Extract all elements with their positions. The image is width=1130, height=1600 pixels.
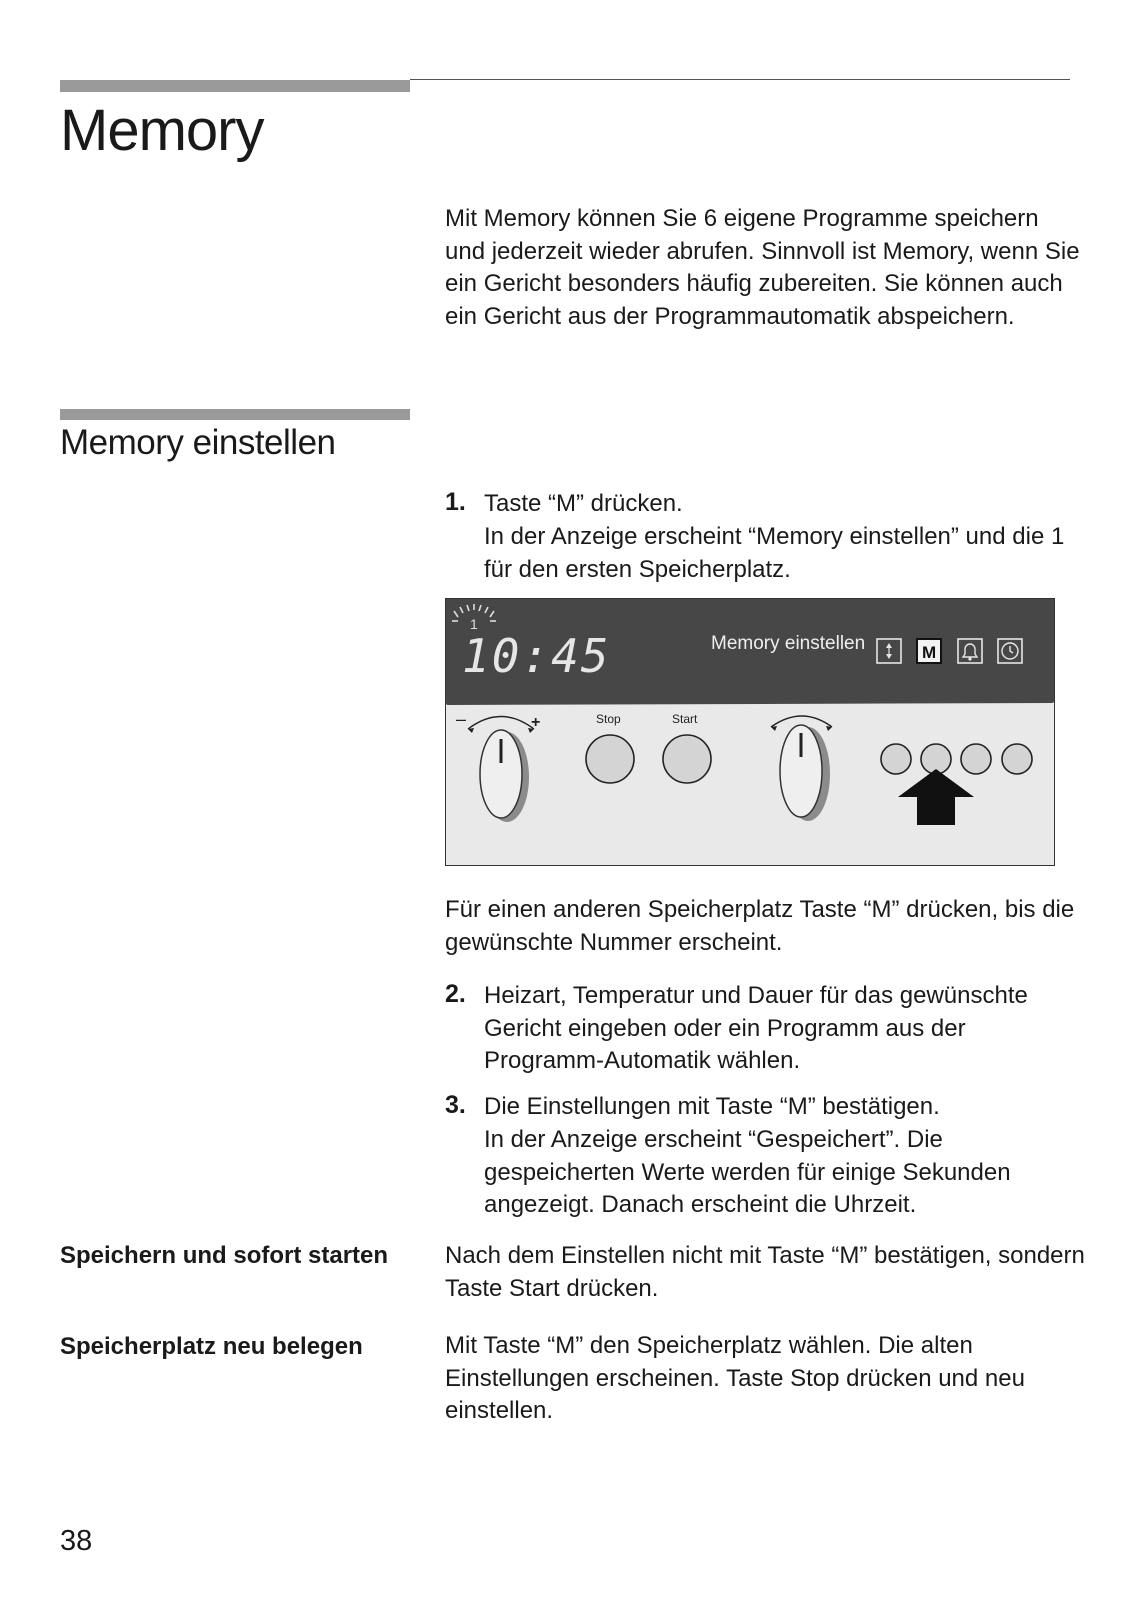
subsection-text-reassign: Mit Taste “M” den Speicherplatz wählen. Die alten Einstellungen erscheinen. Taste Stop drücken und neu einstellen. [445,1332,1025,1424]
step-3-detail: In der Anzeige erscheint “Gespeichert”. Die gespeicherten Werte werden für einige Sekunden angezeigt. Danach erscheint die Uhrzeit. [484,1126,1011,1218]
subsection-heading-start: Speichern und sofort starten [60,1242,389,1269]
step-3-main: Die Einstellungen mit Taste “M” bestätigen. [484,1093,940,1120]
title-rule-thin [410,79,1070,80]
memory-slot-number: 1 [470,616,478,632]
memory-m-icon [917,639,941,663]
panel-button-3 [961,744,991,774]
step-1-detail: In der Anzeige erscheint “Memory einstellen” und die 1 für den ersten Speicherplatz. [484,523,1065,583]
knob-plus-label: + [531,714,541,731]
stop-button [586,735,634,783]
subsection-heading-reassign: Speicherplatz neu belegen [60,1333,363,1360]
control-panel-illustration [445,598,1055,866]
page-title: Memory [60,98,264,163]
subsection-text-start: Nach dem Einstellen nicht mit Taste “M” bestätigen, sondern Taste Start drücken. [445,1242,1085,1302]
stop-label: Stop [596,712,621,726]
left-knob [468,717,534,823]
display-time: 10:45 [462,629,611,683]
section-rule [60,409,410,420]
intro-paragraph: Mit Memory können Sie 6 eigene Programme speichern und jederzeit wieder abrufen. Sinnvoll ist Memory, wenn Sie ein Gericht besonders häufig zubereiten. Sie können auch ein Gericht aus der Programmautomatik abspeichern. [445,205,1080,330]
title-rule-thick [60,80,410,92]
page-number: 38 [60,1525,93,1557]
step-1-number: 1. [445,488,466,516]
step-2-number: 2. [445,980,466,1008]
step-1-main: Taste “M” drücken. [484,490,683,517]
step-1-note: Für einen anderen Speicherplatz Taste “M” drücken, bis die gewünschte Nummer erscheint. [445,896,1075,956]
display-label: Memory einstellen [711,633,866,654]
arrow-up-icon [898,769,974,825]
svg-text:M: M [922,643,937,662]
step-3-number: 3. [445,1091,466,1119]
panel-button-4 [1002,744,1032,774]
right-knob [771,716,832,821]
start-button [663,735,711,783]
step-2-main: Heizart, Temperatur und Dauer für das gewünschte Gericht eingeben oder ein Programm aus der Programm-Automatik wählen. [484,982,1028,1074]
knob-minus-label: – [456,709,467,729]
start-label: Start [672,712,698,726]
panel-button-1 [881,744,911,774]
section-title: Memory einstellen [60,423,336,462]
